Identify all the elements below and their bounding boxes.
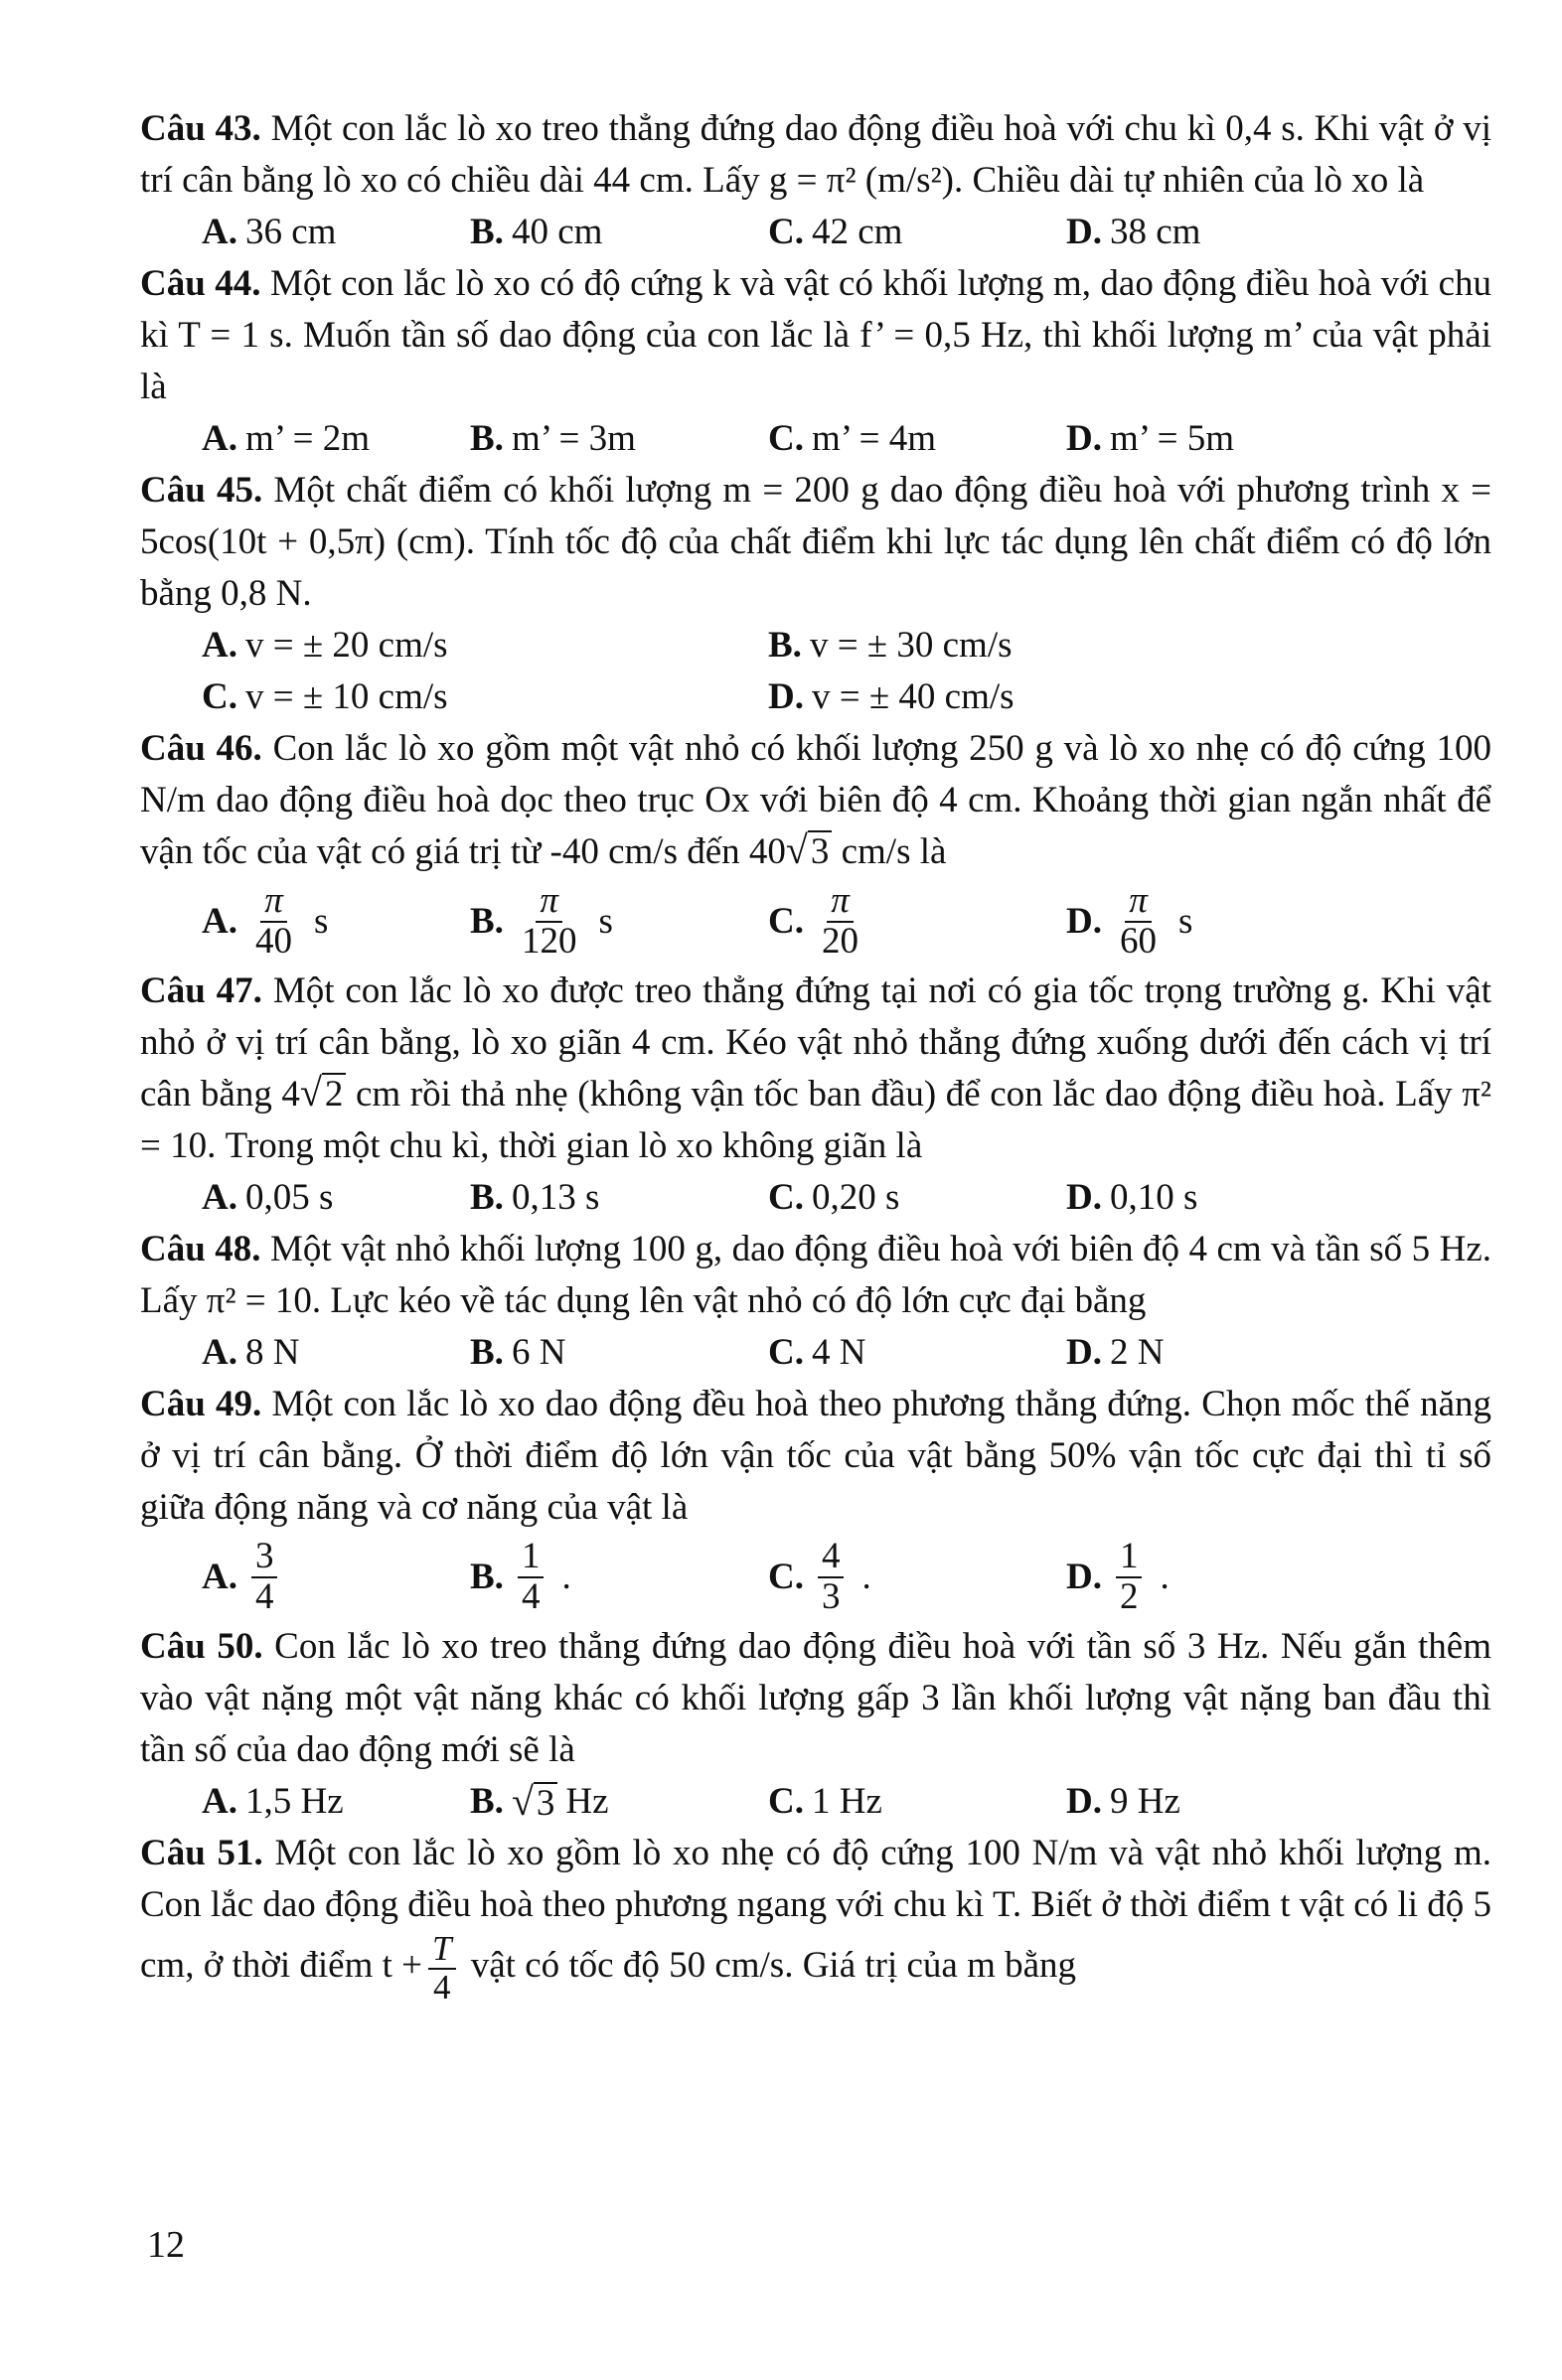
choice-letter: A. — [202, 901, 237, 942]
question-text — [140, 465, 1491, 620]
fraction — [818, 1538, 845, 1617]
choice-text: 1,5 Hz — [244, 1781, 344, 1822]
choice-letter: A. — [202, 1781, 237, 1822]
answer-choices — [140, 878, 1491, 966]
question-number: Câu 50. — [140, 1626, 263, 1667]
choice-letter: C. — [768, 1332, 804, 1373]
numerator: 1 — [1116, 1538, 1143, 1578]
choice-c[interactable] — [768, 882, 1066, 962]
question-47 — [140, 966, 1491, 1224]
choice-letter: D. — [1066, 901, 1102, 942]
choice-text: 36 cm — [244, 212, 337, 252]
choice-text: v = ± 30 cm/s — [809, 625, 1013, 666]
fraction — [251, 1538, 278, 1617]
question-46 — [140, 723, 1491, 966]
numerator: 4 — [818, 1538, 845, 1578]
choice-letter: A. — [202, 418, 237, 459]
choice-letter: B. — [470, 1177, 504, 1218]
question-44 — [140, 258, 1491, 465]
choice-text: 0,05 s — [244, 1177, 334, 1218]
choice-letter: D. — [1066, 1177, 1102, 1218]
choice-text: 4 N — [811, 1332, 866, 1373]
square-root — [300, 1071, 346, 1115]
question-48 — [140, 1224, 1491, 1379]
answer-choices — [140, 620, 1491, 723]
choice-letter: A. — [202, 1332, 237, 1373]
choice-text: v = ± 40 cm/s — [811, 676, 1015, 717]
answer-choices — [140, 1534, 1491, 1621]
choice-d[interactable] — [768, 671, 1364, 723]
choice-unit: . — [861, 1557, 871, 1597]
choice-letter: C. — [768, 1781, 804, 1822]
choice-letter: C. — [202, 676, 237, 717]
question-text — [140, 1379, 1491, 1534]
choice-letter: D. — [1066, 212, 1102, 252]
choice-c[interactable] — [768, 1538, 1066, 1617]
radical-sign: √ — [511, 1779, 534, 1824]
choice-text: 1 Hz — [811, 1781, 882, 1822]
denominator: 4 — [433, 1967, 451, 2007]
choice-b[interactable] — [470, 413, 768, 465]
question-number: Câu 51. — [140, 1833, 263, 1873]
choice-text: 0,20 s — [811, 1177, 900, 1218]
choice-letter: A. — [202, 1177, 237, 1218]
denominator: 4 — [254, 1576, 274, 1617]
choice-letter: C. — [768, 1177, 804, 1218]
fraction — [518, 1538, 545, 1617]
fraction — [251, 882, 296, 962]
numerator: 3 — [251, 1538, 278, 1578]
choice-a[interactable] — [202, 1172, 470, 1224]
choice-d[interactable] — [1066, 1776, 1364, 1828]
question-body: Một vật nhỏ khối lượng 100 g, dao động điều hoà với biên độ 4 cm và tần số 5 Hz. Lấy π² = 10. Lực kéo về tác dụng lên vật nhỏ có độ lớn cực đại bằng — [140, 1229, 1491, 1321]
choice-text: m’ = 3m — [511, 418, 636, 459]
question-body-end: vật có tốc độ 50 cm/s. Giá trị của m bằng — [461, 1945, 1077, 1987]
question-text — [140, 1224, 1491, 1327]
choice-letter: C. — [768, 1557, 804, 1597]
question-number: Câu 47. — [140, 970, 262, 1011]
choice-d[interactable] — [1066, 882, 1364, 962]
radicand: 2 — [322, 1073, 347, 1115]
question-text — [140, 258, 1491, 413]
choice-text: 0,13 s — [511, 1177, 600, 1218]
question-49 — [140, 1379, 1491, 1621]
question-body: Con lắc lò xo treo thẳng đứng dao động điều hoà với tần số 3 Hz. Nếu gắn thêm vào vật nặng một vật năng khác có khối lượng gấp 3 lần khối lượng vật nặng ban đầu thì tần số của dao động mới sẽ là — [140, 1626, 1491, 1770]
choice-text: v = ± 20 cm/s — [244, 625, 448, 666]
numerator: π — [1125, 882, 1152, 923]
choice-d[interactable] — [1066, 1327, 1364, 1379]
denominator: 120 — [521, 921, 577, 962]
question-number: Câu 46. — [140, 728, 262, 769]
question-text — [140, 723, 1491, 878]
denominator: 20 — [821, 921, 859, 962]
choice-c[interactable] — [768, 413, 1066, 465]
choice-letter: B. — [470, 1557, 504, 1597]
choice-c[interactable] — [768, 1776, 1066, 1828]
question-text — [140, 1828, 1491, 2007]
choice-d[interactable] — [1066, 1538, 1364, 1617]
page-number: 12 — [147, 2224, 185, 2266]
choice-unit: . — [1160, 1557, 1170, 1597]
choice-letter: C. — [768, 212, 804, 252]
question-number: Câu 43. — [140, 108, 261, 149]
denominator: 4 — [521, 1576, 541, 1617]
choice-d[interactable] — [1066, 207, 1364, 258]
radical-sign: √ — [785, 827, 808, 872]
choice-text: 38 cm — [1109, 212, 1201, 252]
choice-c[interactable] — [768, 207, 1066, 258]
choice-a[interactable] — [202, 620, 768, 671]
choice-letter: B. — [470, 901, 504, 942]
answer-choices — [140, 1172, 1491, 1224]
radical-sign: √ — [299, 1070, 322, 1115]
choice-b[interactable] — [470, 1172, 768, 1224]
question-50 — [140, 1621, 1491, 1828]
choice-letter: A. — [202, 625, 237, 666]
question-body-end: cm/s là — [832, 831, 947, 872]
choice-letter: B. — [470, 212, 504, 252]
choice-d[interactable] — [1066, 1172, 1364, 1224]
choice-unit: s — [598, 901, 613, 942]
choice-a[interactable] — [202, 1327, 470, 1379]
question-body: Con lắc lò xo gồm một vật nhỏ có khối lượng 250 g và lò xo nhẹ có độ cứng 100 N/m dao động điều hoà dọc theo trục Ox với biên độ 4 cm. Khoảng thời gian ngắn nhất để vận tốc của vật có giá trị từ -40 cm/s đến 40 — [140, 728, 1491, 872]
question-number: Câu 48. — [140, 1229, 261, 1269]
numerator: 1 — [518, 1538, 545, 1578]
choice-a[interactable] — [202, 207, 470, 258]
choice-letter: C. — [768, 418, 804, 459]
denominator: 3 — [821, 1576, 841, 1617]
square-root — [786, 828, 832, 872]
question-number: Câu 45. — [140, 470, 263, 511]
question-text — [140, 1621, 1491, 1776]
answer-choices — [140, 413, 1491, 465]
choice-letter: B. — [470, 1332, 504, 1373]
choice-letter: D. — [1066, 1781, 1102, 1822]
choice-letter: D. — [1066, 1332, 1102, 1373]
choice-letter: D. — [1066, 418, 1102, 459]
denominator: 60 — [1119, 921, 1157, 962]
choice-a[interactable] — [202, 1776, 470, 1828]
choice-b[interactable] — [470, 882, 768, 962]
question-51 — [140, 1828, 1491, 2007]
choice-unit: . — [561, 1557, 571, 1597]
choice-text: 6 N — [511, 1332, 566, 1373]
choice-text: m’ = 5m — [1109, 418, 1234, 459]
numerator: π — [260, 882, 287, 923]
choice-b[interactable] — [768, 620, 1364, 671]
choice-a[interactable] — [202, 413, 470, 465]
choice-b[interactable] — [470, 1538, 768, 1617]
choice-b[interactable] — [470, 1776, 768, 1828]
fraction — [518, 882, 581, 962]
choice-text: 2 N — [1109, 1332, 1165, 1373]
choice-letter: B. — [470, 418, 504, 459]
choice-c[interactable] — [768, 1327, 1066, 1379]
choice-text: 42 cm — [811, 212, 903, 252]
choice-b[interactable] — [470, 207, 768, 258]
question-body: Một con lắc lò xo có độ cứng k và vật có khối lượng m, dao động điều hoà với chu kì T = 1 s. Muốn tần số dao động của con lắc là f’ = 0,5 Hz, thì khối lượng m’ của vật phải là — [140, 263, 1491, 407]
question-body: Một con lắc lò xo treo thẳng đứng dao động điều hoà với chu kì 0,4 s. Khi vật ở vị trí cân bằng lò xo có chiều dài 44 cm. Lấy g = π² (m/s²). Chiều dài tự nhiên của lò xo là — [140, 108, 1491, 201]
question-list — [140, 103, 1491, 2007]
question-45 — [140, 465, 1491, 723]
choice-c[interactable] — [768, 1172, 1066, 1224]
square-root — [512, 1780, 557, 1824]
question-text — [140, 103, 1491, 207]
choice-text: v = ± 10 cm/s — [244, 676, 448, 717]
choice-text: 9 Hz — [1109, 1781, 1180, 1822]
choice-text: Hz — [565, 1781, 609, 1822]
choice-unit: s — [313, 901, 329, 942]
question-43 — [140, 103, 1491, 258]
question-body: Một con lắc lò xo dao động đều hoà theo phương thẳng đứng. Chọn mốc thế năng ở vị trí cân bằng. Ở thời điểm độ lớn vận tốc của vật bằng 50% vận tốc cực đại thì tỉ số giữa động năng và cơ năng của vật là — [140, 1384, 1491, 1528]
numerator: T — [428, 1931, 455, 1970]
answer-choices — [140, 1327, 1491, 1379]
choice-letter: C. — [768, 901, 804, 942]
fraction — [428, 1931, 455, 2007]
radicand: 3 — [808, 830, 833, 872]
choice-d[interactable] — [1066, 413, 1364, 465]
question-body: Một chất điểm có khối lượng m = 200 g dao động điều hoà với phương trình x = 5cos(10t + 0,5π) (cm). Tính tốc độ của chất điểm khi lực tác dụng lên chất điểm có độ lớn bằng 0,8 N. — [140, 470, 1491, 614]
choice-letter: D. — [768, 676, 804, 717]
denominator: 40 — [254, 921, 292, 962]
numerator: π — [827, 882, 854, 923]
choice-c[interactable] — [202, 671, 768, 723]
answer-choices — [140, 1776, 1491, 1828]
fraction — [1116, 1538, 1143, 1617]
question-number: Câu 49. — [140, 1384, 262, 1424]
denominator: 2 — [1119, 1576, 1139, 1617]
choice-unit: s — [1177, 901, 1193, 942]
choice-a[interactable] — [202, 1538, 470, 1617]
fraction — [818, 882, 862, 962]
question-body-end: cm rồi thả nhẹ (không vận tốc ban đầu) để con lắc dao động điều hoà. Lấy π² = 10. Trong một chu kì, thời gian lò xo không giãn là — [140, 1074, 1491, 1166]
question-body: Một con lắc lò xo gồm lò xo nhẹ có độ cứng 100 N/m và vật nhỏ khối lượng m. Con lắc dao động điều hoà theo phương ngang với chu kì T. Biết ở thời điểm t vật có li độ 5 cm, ở thời điểm t + — [140, 1833, 1491, 1987]
question-number: Câu 44. — [140, 263, 261, 304]
choice-a[interactable] — [202, 882, 470, 962]
choice-b[interactable] — [470, 1327, 768, 1379]
question-body: Một con lắc lò xo được treo thẳng đứng tại nơi có gia tốc trọng trường g. Khi vật nhỏ ở vị trí cân bằng, lò xo giãn 4 cm. Kéo vật nhỏ thẳng đứng xuống dưới đến cách vị trí cân bằng 4 — [140, 970, 1491, 1115]
answer-choices — [140, 207, 1491, 258]
choice-text: m’ = 2m — [244, 418, 370, 459]
choice-text: 40 cm — [511, 212, 603, 252]
radicand: 3 — [534, 1782, 558, 1824]
numerator: π — [536, 882, 562, 923]
choice-letter: A. — [202, 1557, 237, 1597]
choice-text: 0,10 s — [1109, 1177, 1198, 1218]
choice-letter: B. — [470, 1781, 504, 1822]
choice-letter: B. — [768, 625, 802, 666]
choice-text: m’ = 4m — [811, 418, 936, 459]
choice-letter: D. — [1066, 1557, 1102, 1597]
choice-text: 8 N — [244, 1332, 300, 1373]
fraction — [1116, 882, 1161, 962]
question-text — [140, 966, 1491, 1172]
choice-letter: A. — [202, 212, 237, 252]
